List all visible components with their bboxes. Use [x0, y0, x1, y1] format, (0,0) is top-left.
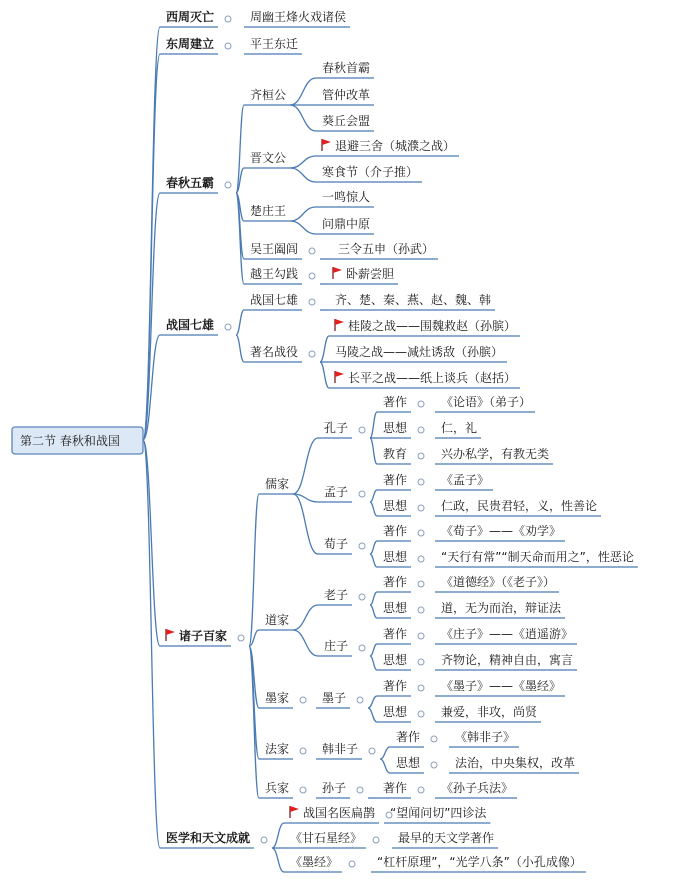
school-mojia-collapse-icon[interactable] — [300, 697, 306, 703]
branch-connector — [290, 105, 316, 131]
person-zhuangzi-value-0: 《庄子》——《逍遥游》 — [441, 627, 574, 641]
topic-xizhou: 西周灭亡 — [166, 10, 215, 24]
branch-connector — [290, 78, 316, 105]
chunqiu-wu: 吴王阖闾 — [250, 242, 299, 256]
branch-connector — [249, 646, 259, 759]
branch-connector — [368, 708, 377, 722]
person-hanfeizi: 韩非子 — [322, 742, 359, 756]
topic-zhanguo: 战国七雄 — [166, 318, 215, 332]
person-kongzi-key-2: 教育 — [383, 447, 408, 461]
branch-connector — [236, 310, 244, 335]
person-mengzi-key-0: 著作 — [383, 473, 408, 487]
person-xunzi-collapse-icon[interactable] — [359, 543, 365, 549]
root-node[interactable] — [12, 427, 143, 454]
person-xunzi-value-0: 《荀子》——《劝学》 — [441, 524, 562, 538]
yixue-mojing-value: “杠杆原理”，“光学八条”（小孔成像） — [377, 855, 582, 869]
branch-connector — [370, 490, 377, 502]
branch-connector — [370, 554, 377, 567]
zhanguo-zhanyi-item-0: 桂陵之战——围魏救赵（孙膑） — [348, 319, 517, 333]
person-mengzi-collapse-icon[interactable] — [359, 491, 365, 497]
chunqiu-qi: 齐桓公 — [250, 88, 287, 102]
yixue-ganshi-value: 最早的天文学著作 — [398, 831, 495, 845]
flag-icon — [322, 139, 331, 151]
chunqiu-yue-item-0: 卧薪尝胆 — [346, 267, 395, 281]
person-kongzi-key-0-collapse-icon[interactable] — [418, 401, 424, 407]
branch-connector — [380, 759, 390, 773]
branch-connector — [290, 156, 316, 168]
person-xunzi-value-1: “天行有常”“制天命而用之”，性恶论 — [441, 550, 634, 564]
person-laozi-value-1: 道，无为而治，辩证法 — [441, 601, 562, 615]
person-sunzi-value-0: 《孙子兵法》 — [441, 781, 514, 795]
branch-connector — [143, 440, 160, 848]
person-zhuangzi-key-1: 思想 — [383, 653, 408, 667]
yixue-mojing-collapse-icon[interactable] — [349, 861, 355, 867]
branch-connector — [272, 848, 284, 872]
school-rujia: 儒家 — [265, 477, 290, 491]
branch-connector — [368, 696, 377, 708]
person-sunzi-key-0-collapse-icon[interactable] — [418, 787, 424, 793]
school-daojia: 道家 — [265, 613, 290, 627]
flag-icon — [335, 371, 344, 383]
school-fajia-collapse-icon[interactable] — [300, 748, 306, 754]
topic-zhuzi: 诸子百家 — [179, 629, 228, 643]
person-kongzi-value-1: 仁，礼 — [441, 421, 478, 435]
branch-connector — [370, 656, 377, 670]
branch-connector — [370, 592, 377, 605]
person-mengzi-key-1-collapse-icon[interactable] — [418, 505, 424, 511]
chunqiu-jin-item-1: 寒食节（介子推） — [322, 165, 419, 179]
topic-dongzhou: 东周建立 — [166, 37, 215, 51]
branch-connector — [290, 221, 316, 234]
person-laozi-value-0: 《道德经》（《老子》） — [441, 575, 556, 589]
branch-connector — [380, 747, 390, 759]
branch-connector — [236, 335, 244, 362]
person-mozi-value-0: 《墨子》——《墨经》 — [441, 679, 562, 693]
chunqiu-yue-collapse-icon[interactable] — [309, 273, 315, 279]
topic-yixue: 医学和天文成就 — [166, 831, 251, 845]
dongzhou-event: 平王东迁 — [250, 37, 299, 51]
branch-connector — [249, 494, 259, 646]
flag-icon — [290, 806, 299, 818]
chunqiu-wu-item-0: 三令五申（孙武） — [338, 242, 435, 256]
person-hanfeizi-value-0: 《韩非子》 — [455, 730, 516, 744]
branch-connector — [272, 823, 284, 848]
person-zhuangzi-key-0: 著作 — [383, 627, 408, 641]
zhanguo-zhanyi-item-1: 马陵之战——减灶诱敌（孙膑） — [335, 345, 504, 359]
topic-dongzhou-collapse-icon[interactable] — [225, 43, 231, 49]
person-kongzi-key-1: 思想 — [383, 421, 408, 435]
yixue-bianque: 战国名医扁鹊 — [303, 806, 376, 820]
branch-connector — [370, 412, 377, 438]
person-mozi-value-1: 兼爱，非攻，尚贤 — [441, 705, 538, 719]
chunqiu-qi-item-1: 管仲改革 — [322, 88, 371, 102]
flag-icon — [333, 267, 342, 279]
person-laozi-key-0-collapse-icon[interactable] — [418, 581, 424, 587]
person-mengzi: 孟子 — [324, 485, 349, 499]
branch-connector — [370, 605, 377, 618]
person-kongzi-key-2-collapse-icon[interactable] — [418, 453, 424, 459]
person-xunzi-key-0-collapse-icon[interactable] — [418, 530, 424, 536]
school-fajia: 法家 — [265, 742, 290, 756]
person-hanfeizi-collapse-icon[interactable] — [369, 748, 375, 754]
zhanguo-zhanyi: 著名战役 — [250, 345, 299, 359]
school-mojia: 墨家 — [265, 691, 290, 705]
yixue-mojing: 《墨经》 — [290, 855, 339, 869]
zhanguo-qixiong-collapse-icon[interactable] — [309, 299, 315, 305]
person-laozi: 老子 — [324, 588, 349, 602]
person-laozi-key-1: 思想 — [383, 601, 408, 615]
branch-connector — [293, 438, 318, 494]
chunqiu-jin-item-0: 退避三舍（城濮之战） — [335, 139, 456, 153]
person-mozi-key-1: 思想 — [383, 705, 408, 719]
person-mozi: 墨子 — [322, 691, 347, 705]
person-laozi-key-0: 著作 — [383, 575, 408, 589]
yixue-bianque-value: “望闻问切”四诊法 — [390, 806, 487, 820]
person-mengzi-value-0: 《孟子》 — [441, 473, 490, 487]
person-laozi-key-1-collapse-icon[interactable] — [418, 607, 424, 613]
root-title: 第二节 春秋和战国 — [20, 434, 120, 448]
person-sunzi-collapse-icon[interactable] — [357, 787, 363, 793]
person-sunzi: 孙子 — [322, 781, 347, 795]
chunqiu-chu: 楚庄王 — [250, 204, 287, 218]
person-kongzi-key-0: 著作 — [383, 395, 408, 409]
xizhou-event: 周幽王烽火戏诸侯 — [250, 10, 347, 24]
person-hanfeizi-key-0: 著作 — [396, 730, 421, 744]
person-mozi-key-0-collapse-icon[interactable] — [418, 685, 424, 691]
zhanguo-qixiong-item-0: 齐、楚、秦、燕、赵、魏、韩 — [335, 293, 492, 307]
topic-yixue-collapse-icon[interactable] — [261, 837, 267, 843]
branch-connector — [293, 605, 318, 630]
person-xunzi: 荀子 — [324, 537, 349, 551]
flag-icon — [335, 319, 344, 331]
person-mengzi-key-0-collapse-icon[interactable] — [418, 479, 424, 485]
branch-connector — [370, 541, 377, 554]
person-zhuangzi-value-1: 齐物论，精神自由，寓言 — [441, 653, 574, 667]
topic-chunqiu: 春秋五霸 — [166, 176, 215, 190]
topic-zhuzi-collapse-icon[interactable] — [238, 635, 244, 641]
zhanguo-qixiong: 战国七雄 — [250, 293, 299, 307]
branch-connector — [370, 438, 377, 464]
chunqiu-qi-item-2: 葵丘会盟 — [322, 114, 371, 128]
person-mengzi-value-1: 仁政，民贵君轻，义，性善论 — [441, 499, 598, 513]
person-mozi-key-0: 著作 — [383, 679, 408, 693]
person-xunzi-key-1-collapse-icon[interactable] — [418, 556, 424, 562]
topic-zhanguo-collapse-icon[interactable] — [225, 324, 231, 330]
zhanguo-zhanyi-collapse-icon[interactable] — [309, 351, 315, 357]
chunqiu-chu-item-0: 一鸣惊人 — [322, 190, 371, 204]
person-xunzi-key-0: 著作 — [383, 524, 408, 538]
chunqiu-qi-item-0: 春秋首霸 — [322, 61, 371, 75]
branch-connector — [293, 630, 318, 656]
person-hanfeizi-key-1: 思想 — [396, 756, 421, 770]
branch-connector — [293, 494, 318, 554]
person-hanfeizi-key-1-collapse-icon[interactable] — [431, 762, 437, 768]
chunqiu-chu-item-1: 问鼎中原 — [322, 217, 371, 231]
person-mozi-key-1-collapse-icon[interactable] — [418, 711, 424, 717]
zhanguo-zhanyi-item-2: 长平之战——纸上谈兵（赵括） — [348, 371, 517, 385]
person-hanfeizi-key-0-collapse-icon[interactable] — [431, 736, 437, 742]
branch-connector — [370, 644, 377, 656]
topic-xizhou-collapse-icon[interactable] — [225, 16, 231, 22]
person-zhuangzi-collapse-icon[interactable] — [359, 645, 365, 651]
person-kongzi-collapse-icon[interactable] — [359, 427, 365, 433]
person-kongzi: 孔子 — [324, 421, 349, 435]
chunqiu-jin: 晋文公 — [250, 151, 287, 165]
branch-connector — [320, 336, 329, 362]
person-zhuangzi-key-1-collapse-icon[interactable] — [418, 659, 424, 665]
branch-connector — [320, 362, 329, 388]
person-xunzi-key-1: 思想 — [383, 550, 408, 564]
person-mengzi-key-1: 思想 — [383, 499, 408, 513]
chunqiu-yue: 越王勾践 — [250, 267, 299, 281]
person-kongzi-value-2: 兴办私学，有教无类 — [441, 447, 550, 461]
person-laozi-collapse-icon[interactable] — [359, 594, 365, 600]
yixue-ganshi-collapse-icon[interactable] — [373, 837, 379, 843]
person-kongzi-value-0: 《论语》（弟子） — [441, 395, 532, 409]
yixue-ganshi: 《甘石星经》 — [290, 831, 363, 845]
branch-connector — [370, 502, 377, 516]
person-sunzi-key-0: 著作 — [383, 781, 408, 795]
chunqiu-wu-collapse-icon[interactable] — [309, 248, 315, 254]
flag-icon — [166, 629, 175, 641]
person-zhuangzi: 庄子 — [324, 639, 349, 653]
topic-chunqiu-collapse-icon[interactable] — [225, 182, 231, 188]
person-mozi-collapse-icon[interactable] — [357, 697, 363, 703]
branch-connector — [249, 646, 259, 798]
branch-connector — [290, 207, 316, 221]
branch-connector — [290, 168, 316, 182]
person-zhuangzi-key-0-collapse-icon[interactable] — [418, 633, 424, 639]
school-bingjia-collapse-icon[interactable] — [300, 787, 306, 793]
person-kongzi-key-1-collapse-icon[interactable] — [418, 427, 424, 433]
person-hanfeizi-value-1: 法治，中央集权，改革 — [455, 756, 576, 770]
school-bingjia: 兵家 — [265, 781, 290, 795]
